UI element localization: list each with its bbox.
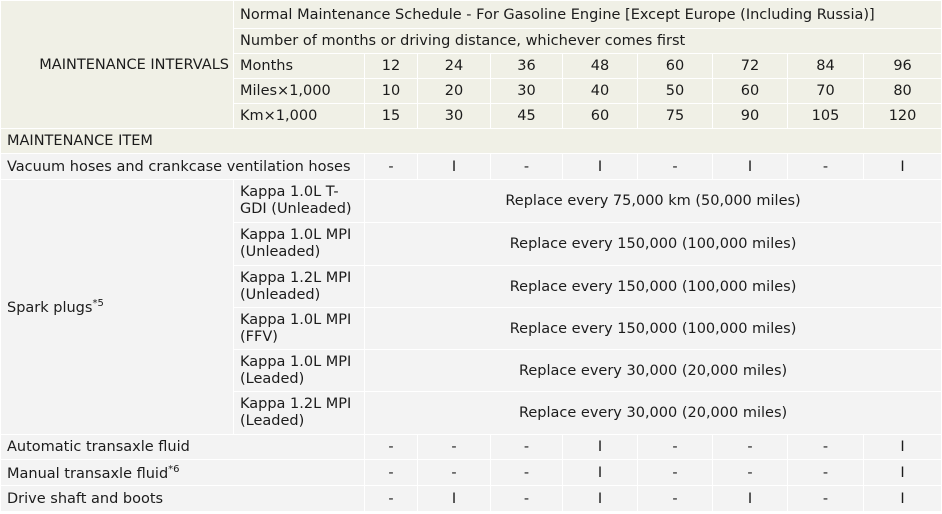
replace-interval: Replace every 150,000 (100,000 miles) [365, 308, 942, 350]
engine-variant: Kappa 1.0L MPI (FFV) [234, 308, 365, 350]
schedule-cell: I [864, 486, 942, 512]
schedule-cell: I [864, 435, 942, 460]
schedule-cell: - [365, 154, 418, 180]
table-row [1, 486, 942, 512]
schedule-cell: - [491, 460, 563, 486]
engine-variant: Kappa 1.0L T-GDI (Unleaded) [234, 180, 365, 223]
engine-variant: Kappa 1.0L MPI (Leaded) [234, 350, 365, 392]
months-value: 96 [864, 54, 942, 79]
schedule-cell: - [365, 460, 418, 486]
schedule-cell: - [788, 486, 864, 512]
schedule-cell: - [491, 154, 563, 180]
table-row [1, 154, 942, 180]
maintenance-item-header: MAINTENANCE ITEM [1, 129, 942, 154]
replace-interval: Replace every 150,000 (100,000 miles) [365, 223, 942, 266]
miles-value: 70 [788, 79, 864, 104]
table-row [1, 435, 942, 460]
miles-value: 30 [491, 79, 563, 104]
miles-value: 80 [864, 79, 942, 104]
item-label: Drive shaft and boots [1, 486, 365, 512]
schedule-cell: - [638, 460, 713, 486]
replace-interval: Replace every 30,000 (20,000 miles) [365, 350, 942, 392]
km-label: Km×1,000 [234, 104, 365, 129]
schedule-cell: - [638, 435, 713, 460]
miles-value: 40 [563, 79, 638, 104]
schedule-cell: I [418, 154, 491, 180]
schedule-cell: - [638, 154, 713, 180]
months-value: 60 [638, 54, 713, 79]
schedule-cell: - [491, 486, 563, 512]
schedule-cell: - [365, 486, 418, 512]
schedule-cell: I [563, 435, 638, 460]
miles-value: 10 [365, 79, 418, 104]
schedule-cell: - [638, 486, 713, 512]
schedule-cell: I [864, 154, 942, 180]
table-row [1, 460, 942, 486]
miles-value: 50 [638, 79, 713, 104]
schedule-cell: - [365, 435, 418, 460]
schedule-cell: - [788, 154, 864, 180]
item-label: Automatic transaxle fluid [1, 435, 365, 460]
footnote-ref: *6 [168, 463, 180, 475]
months-value: 72 [713, 54, 788, 79]
replace-interval: Replace every 150,000 (100,000 miles) [365, 266, 942, 308]
schedule-cell: - [418, 435, 491, 460]
schedule-cell: - [418, 460, 491, 486]
miles-value: 20 [418, 79, 491, 104]
months-value: 84 [788, 54, 864, 79]
months-label: Months [234, 54, 365, 79]
schedule-cell: - [713, 435, 788, 460]
engine-variant: Kappa 1.2L MPI (Leaded) [234, 392, 365, 435]
schedule-cell: I [864, 460, 942, 486]
schedule-subtitle: Number of months or driving distance, whichever comes first [234, 29, 942, 54]
km-value: 45 [491, 104, 563, 129]
replace-interval: Replace every 30,000 (20,000 miles) [365, 392, 942, 435]
km-value: 105 [788, 104, 864, 129]
schedule-cell: I [563, 154, 638, 180]
schedule-cell: - [788, 460, 864, 486]
schedule-cell: - [713, 460, 788, 486]
manual-transaxle-label [1, 460, 365, 486]
table-row [1, 180, 942, 223]
item-label: Vacuum hoses and crankcase ventilation hoses [1, 154, 365, 180]
km-value: 15 [365, 104, 418, 129]
schedule-cell: I [713, 486, 788, 512]
item-label: Spark plugs [7, 300, 93, 316]
engine-variant: Kappa 1.2L MPI (Unleaded) [234, 266, 365, 308]
spark-plugs-label [1, 180, 234, 435]
maintenance-intervals-label: MAINTENANCE INTERVALS [39, 56, 229, 73]
schedule-cell: - [491, 435, 563, 460]
km-value: 120 [864, 104, 942, 129]
km-value: 90 [713, 104, 788, 129]
engine-variant: Kappa 1.0L MPI (Unleaded) [234, 223, 365, 266]
replace-interval: Replace every 75,000 km (50,000 miles) [365, 180, 942, 223]
months-value: 48 [563, 54, 638, 79]
schedule-cell: I [418, 486, 491, 512]
schedule-cell: I [563, 486, 638, 512]
item-label: Manual transaxle fluid [7, 465, 169, 482]
km-value: 60 [563, 104, 638, 129]
header-corner [1, 1, 234, 129]
months-value: 24 [418, 54, 491, 79]
footnote-ref: *5 [92, 298, 104, 309]
km-value: 30 [418, 104, 491, 129]
schedule-title: Normal Maintenance Schedule - For Gasoline Engine [Except Europe (Including Russia)] [234, 1, 942, 29]
schedule-cell: I [713, 154, 788, 180]
schedule-cell: I [563, 460, 638, 486]
miles-label: Miles×1,000 [234, 79, 365, 104]
miles-value: 60 [713, 79, 788, 104]
km-value: 75 [638, 104, 713, 129]
months-value: 12 [365, 54, 418, 79]
months-value: 36 [491, 54, 563, 79]
schedule-cell: - [788, 435, 864, 460]
